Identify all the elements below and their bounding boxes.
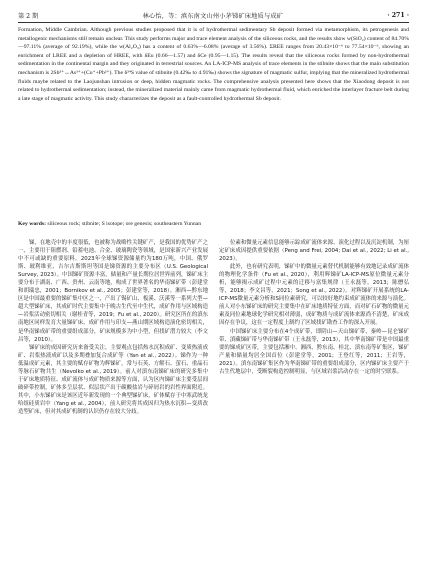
keywords-text: siliceous rock; stibnite; S isotope; ore genesis; southeastern Yunnan bbox=[47, 221, 202, 227]
english-abstract: Formation, Middle Cambrian. Although previous studies proposed that it is of hydrothermal sedimentary Sb deposit formed via metamorphism, its petrogenesis and metallogenic mechanisms still remain unclear. This study performs major and trace element analysis of the siliceous rocks, and the results show w(SiO₂) content of 84.70%—97.11% (average of 92.19%), while the w(Al₂O₃) has a content of 0.63%—6.08% (average of 3.56%). ΣREE ranges from 20.43×10⁻⁶ to 77.54×10⁻⁶, showing an enrichment of LREE and a depletion of HREE, with δEu (0.66—1.57) and δCe (0.95—1.15). The results reveal that the siliceous rocks formed by non-hydrothermal sedimentation in the continental margin and they originated in terrestrial sources. An LA-ICP-MS analysis of trace elements in the stibnite shows that the main substitution mechanism is 2Sb³⁺↔As³⁺+(Cu⁺+Pb²⁺). The δ³⁴S value of stibnite (0.42‰ to 4.91‰) shows the signature of magmatic sulfur, implying that the mineralized hydrothermal fluids maybe related to the Laojunshan intrusion or deep, hidden magmatic rocks. The comprehensive analysis presented here shows that the Xiaodong deposit is not related to hydrothermal sedimentation; instead, the mineralized material mainly came from magmatic hydrothermal fluid, which enriched the interlayer fracture belt during a late stage of magmatic activity. This study characterizes the deposit as a fault-controlled hydrothermal Sb deposit. bbox=[18, 27, 409, 102]
paragraph: 锑矿床的成因研究历来备受关注，主要观点包括热水沉积成矿、变质热液成矿、岩浆热液成矿以及多期叠加复合成矿等（Yan et al., 2022）。锑作为一种低温成矿元素，其主要的赋存矿物为辉锑矿，常与石英、方解石、萤石、重晶石等脉石矿物共生（Nevolko et al., 2019）。前人对滇东南锑矿床的研究多集中于矿床地质特征、成矿流体与成矿物质来源等方面，认为区内锑矿床主要受层间破碎带控制，矿体多呈层状、似层状产出于碳酸盐岩与碎屑岩的岩性界面附近。其中，小东锑矿床是该区近年新发现的一个典型锑矿床，矿体赋存于中寒武统龙哈组硅质岩中（Yang et al., 2004），前人研究将其成因归为热水沉积—变质改造型矿床，但对其成矿机制的认识仍存在较大分歧。 bbox=[18, 344, 208, 415]
running-title: 林心怡，等：滇东南文山州小茅锑矿床地质与成矿 bbox=[142, 12, 284, 20]
page-number: · 271 · bbox=[387, 11, 409, 19]
paragraph: 锑，在地壳中的丰度很低，也被称为战略性关键矿产，是我国的优势矿产之一，主要用于阻燃剂、铅蓄电池、合金、玻璃陶瓷等领域，是国家新兴产业发展中不可或缺的重要原料。2023年全球锑资源储量约为180万吨，中国、俄罗斯、玻利维亚、吉尔吉斯斯坦等国是锑资源的主要分布区（U.S. Geological Survey, 2023）。中国锑矿资源丰富，储量和产量长期位居世界前列，锑矿床主要分布于湖南、广西、贵州、云南等地，构成了世界著名的华南锑矿带（彭建堂和胡瑞忠，2001；Bornikov et al., 2005；彭建堂等，2018）。湘西—黔东地区是中国最重要的锑矿集中区之一，产出了锡矿山、板溪、沃溪等一系列大型—超大型锑矿床，其成矿时代主要集中于晚古生代至中生代，成矿作用与区域构造—岩浆活动密切相关（谢桂青等，2019；Fu et al., 2020）。研究区所在的滇东南地区同样发育大量锑矿床，成矿作用与印支—燕山期区域构造演化密切相关，是华南锑成矿带的重要组成部分，矿床规模多为中小型，但找矿潜力较大（李文昌等，2010）。 bbox=[18, 240, 208, 343]
keywords-label: Key words: bbox=[18, 221, 46, 227]
paragraph: 中国锑矿床主要分布在4个成矿带，即阴山—天山锑矿带、秦岭—昆仑锑矿带、滇藏锑矿带与华南锑矿带（王永磊等，2013），其中华南锑矿带是中国最重要的锑成矿区带，主要包括湘中、湘西、黔东南、桂北、滇东南等矿集区，锑矿产量和储量均居全国首位（彭建堂等，2001；王登红等，2011；王岩等，2021）。滇东南锑矿集区作为华南锑矿带的重要组成部分，区内锑矿床主要产于古生代地层中，受断裂构造控制明显，与区域岩浆活动存在一定的时空联系。 bbox=[219, 328, 409, 375]
issue-number: 第 2 期 bbox=[18, 12, 39, 20]
paragraph: 此外，也有研究表明，锑矿中的微量元素替代机制能够有效地记录成矿流体的物理化学条件（Fu et al., 2020），利用辉锑矿LA-ICP-MS原位微量元素分析，能够揭示成矿过程中元素的迁移与富集规律（王永磊等，2013；陈懋弘等，2018；李文昌等，2021；Song et al., 2022）。对辉锑矿开展系统的LA-ICP-MS微量元素分析和S同位素研究，可以较好地约束成矿流体的来源与演化。前人对小东锑矿床的研究主要集中在矿床地质特征方面，而对矿石矿物的微量元素及同位素地球化学研究相对薄弱，成矿物质与成矿流体来源尚不清楚，矿床成因存在争议，这在一定程度上制约了区域找矿勘查工作的深入开展。 bbox=[219, 264, 409, 327]
keywords-line bbox=[18, 220, 409, 229]
header-rule bbox=[18, 22, 409, 23]
body-column-left bbox=[18, 239, 208, 416]
body-column-right bbox=[219, 239, 409, 376]
paragraph: 位素和微量元素信息能够示踪成矿流体来源、演化过程以及沉淀机制，为厘定矿床成因提供重要依据（Peng and Frei, 2004; Dai et al., 2022; Li et al., 2023）。 bbox=[219, 240, 409, 263]
page-header bbox=[18, 8, 409, 22]
